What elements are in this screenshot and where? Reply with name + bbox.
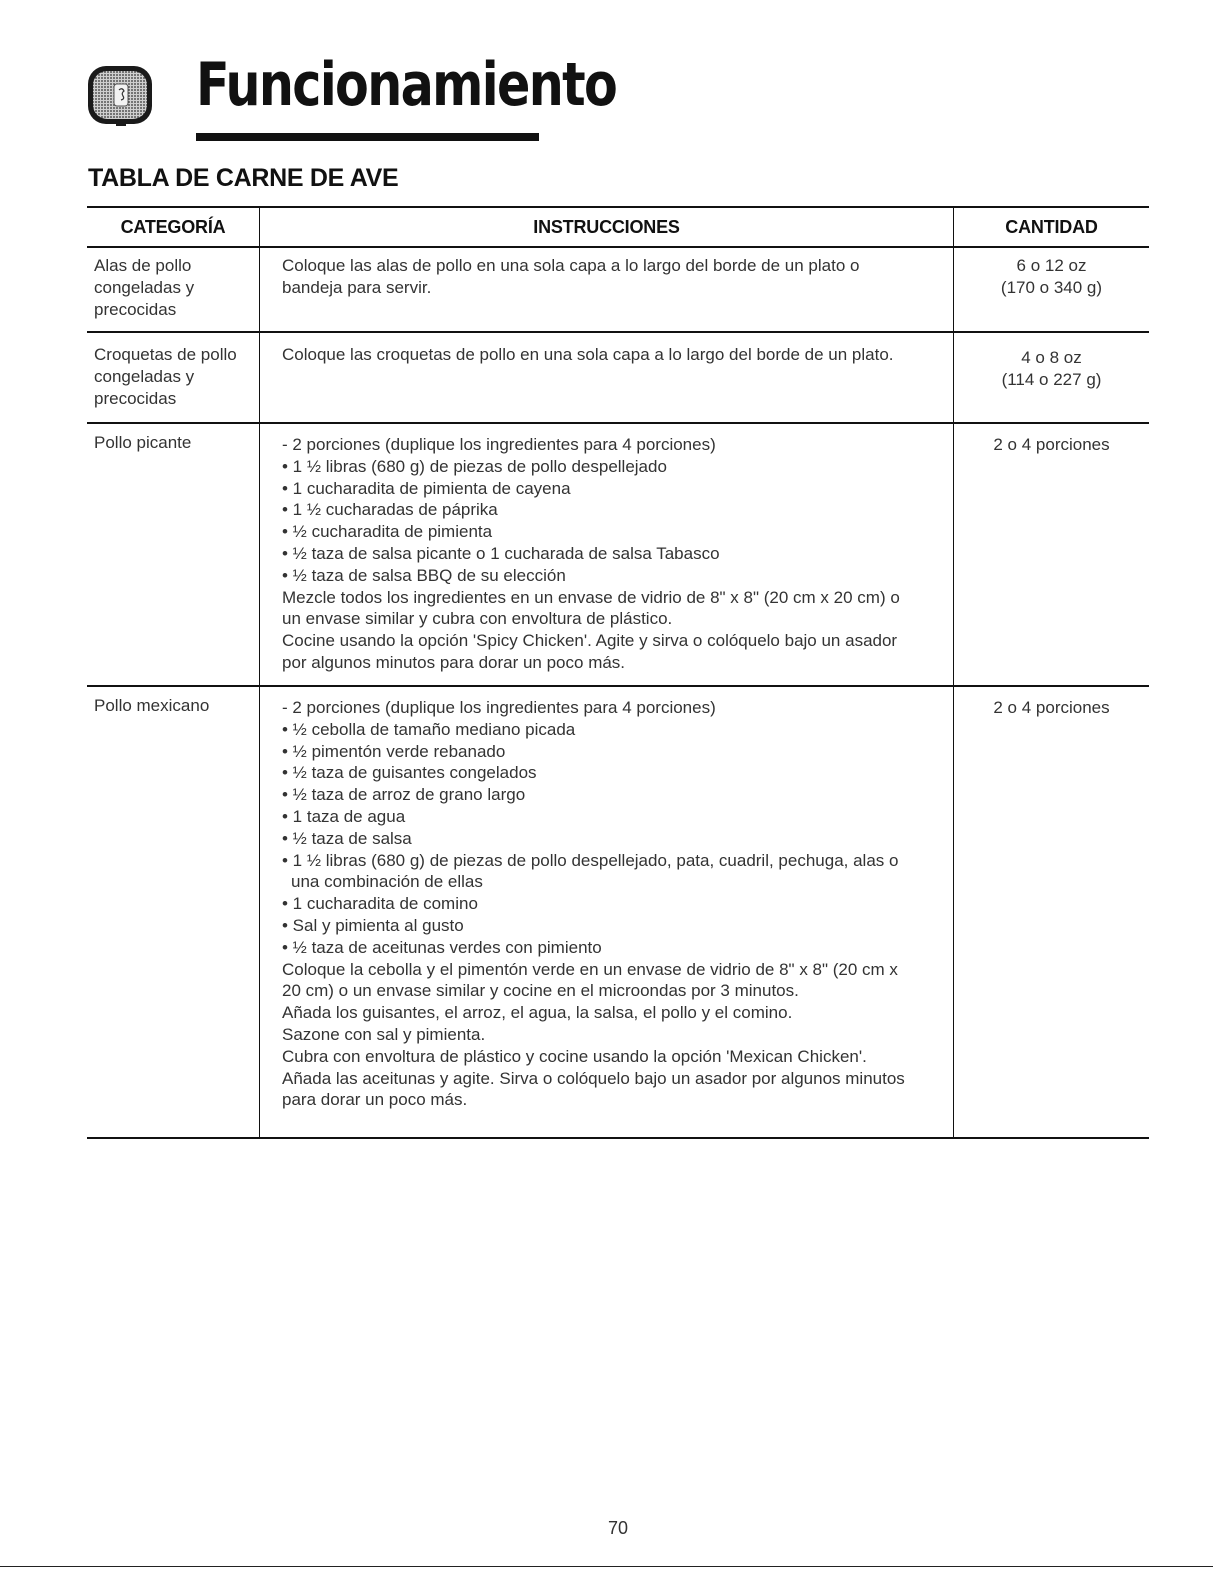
- category-line: precocidas: [94, 299, 177, 319]
- page-bottom-rule: [0, 1566, 1213, 1567]
- instructions-cell: [260, 687, 954, 1137]
- category-cell: [87, 687, 260, 1137]
- quantity-line: 4 o 8 oz: [1021, 348, 1082, 367]
- instruction-line: • ½ pimentón verde rebanado: [282, 741, 506, 761]
- category-cell: [87, 248, 260, 331]
- instruction-line: • ½ cebolla de tamaño mediano picada: [282, 719, 576, 739]
- instruction-line: una combinación de ellas: [291, 872, 483, 892]
- instruction-line: Añada los guisantes, el arroz, el agua, la salsa, el pollo y el comino.: [282, 1003, 793, 1023]
- category-line: congeladas y: [94, 366, 195, 386]
- instruction-line: 20 cm) o un envase similar y cocine en el microondas por 3 minutos.: [282, 981, 799, 1001]
- category-line: congeladas y: [94, 277, 195, 297]
- quantity-line: 2 o 4 porciones: [993, 698, 1110, 717]
- quantity-line: 2 o 4 porciones: [993, 435, 1110, 454]
- instruction-line: Añada las aceitunas y agite. Sirva o colóquelo bajo un asador por algunos minutos: [282, 1068, 905, 1088]
- instruction-line: • ½ taza de guisantes congelados: [282, 763, 537, 783]
- instruction-line: • 1 ½ libras (680 g) de piezas de pollo despellejado, pata, cuadril, pechuga, alas o: [282, 850, 899, 870]
- instruction-line: bandeja para servir.: [282, 277, 432, 297]
- instruction-line: - 2 porciones (duplique los ingredientes para 4 porciones): [282, 698, 716, 717]
- quantity-line: (114 o 227 g): [1001, 369, 1102, 389]
- instruction-line: Cubra con envoltura de plástico y cocine usando la opción 'Mexican Chicken'.: [282, 1046, 867, 1066]
- quantity-cell: [954, 424, 1149, 685]
- category-line: Alas de pollo: [94, 256, 192, 275]
- instruction-line: Mezcle todos los ingredientes en un envase de vidrio de 8" x 8" (20 cm x 20 cm) o: [282, 587, 900, 607]
- table-row: [87, 424, 1149, 687]
- instruction-line: • ½ taza de salsa BBQ de su elección: [282, 565, 566, 585]
- instruction-line: • 1 ½ libras (680 g) de piezas de pollo despellejado: [282, 456, 667, 476]
- category-line: Pollo mexicano: [94, 696, 210, 715]
- instruction-line: Sazone con sal y pimienta.: [282, 1024, 486, 1044]
- instruction-line: • ½ taza de arroz de grano largo: [282, 785, 526, 805]
- instructions-cell: [260, 424, 954, 685]
- instruction-line: Coloque las croquetas de pollo en una sola capa a lo largo del borde de un plato.: [282, 345, 894, 364]
- quantity-cell: [954, 248, 1149, 331]
- instruction-line: un envase similar y cubra con envoltura de plástico.: [282, 609, 673, 629]
- instruction-line: • 1 cucharadita de pimienta de cayena: [282, 478, 571, 498]
- category-cell: [87, 424, 260, 685]
- instruction-line: Coloque la cebolla y el pimentón verde en un envase de vidrio de 8" x 8" (20 cm x: [282, 959, 898, 979]
- instruction-line: • 1 cucharadita de comino: [282, 894, 478, 914]
- table-row: [87, 333, 1149, 424]
- quantity-cell: [954, 687, 1149, 1137]
- instruction-line: Coloque las alas de pollo en una sola capa a lo largo del borde de un plato o: [282, 256, 860, 275]
- table-row: [87, 687, 1149, 1137]
- instructions-cell: [260, 248, 954, 331]
- title-underline: [196, 133, 539, 141]
- category-line: Pollo picante: [94, 433, 192, 452]
- instruction-line: por algunos minutos para dorar un poco más.: [282, 652, 626, 672]
- instruction-line: • Sal y pimienta al gusto: [282, 915, 464, 935]
- category-cell: [87, 333, 260, 422]
- table-row: [87, 248, 1149, 333]
- instruction-line: • ½ taza de salsa picante o 1 cucharada de salsa Tabasco: [282, 543, 720, 563]
- instruction-line: para dorar un poco más.: [282, 1090, 468, 1110]
- page-number: 70: [607, 1518, 629, 1538]
- instruction-line: Cocine usando la opción 'Spicy Chicken'. Agite y sirva o colóquelo bajo un asador: [282, 631, 898, 651]
- page-title: Funcionamiento: [196, 50, 617, 120]
- instruction-line: • ½ taza de salsa: [282, 828, 412, 848]
- instruction-line: • 1 ½ cucharadas de páprika: [282, 500, 498, 520]
- category-line: Croquetas de pollo: [94, 345, 237, 364]
- quantity-line: 6 o 12 oz: [1016, 256, 1087, 275]
- quantity-line: (170 o 340 g): [1000, 277, 1103, 297]
- microwave-door-icon: [86, 62, 154, 130]
- instructions-cell: [260, 333, 954, 422]
- instruction-line: - 2 porciones (duplique los ingredientes para 4 porciones): [282, 435, 716, 454]
- header-quantity: CANTIDAD: [1005, 217, 1098, 237]
- category-line: precocidas: [94, 388, 177, 408]
- instruction-line: • ½ cucharadita de pimienta: [282, 522, 493, 542]
- poultry-table: [87, 206, 1149, 1139]
- section-title: TABLA DE CARNE DE AVE: [88, 164, 399, 192]
- table-header-row: [87, 208, 1149, 248]
- header-instructions: INSTRUCCIONES: [260, 208, 954, 246]
- instruction-line: • 1 taza de agua: [282, 806, 406, 826]
- instruction-line: • ½ taza de aceitunas verdes con pimiento: [282, 937, 602, 957]
- header-category: CATEGORÍA: [87, 208, 260, 246]
- quantity-cell: [954, 333, 1149, 422]
